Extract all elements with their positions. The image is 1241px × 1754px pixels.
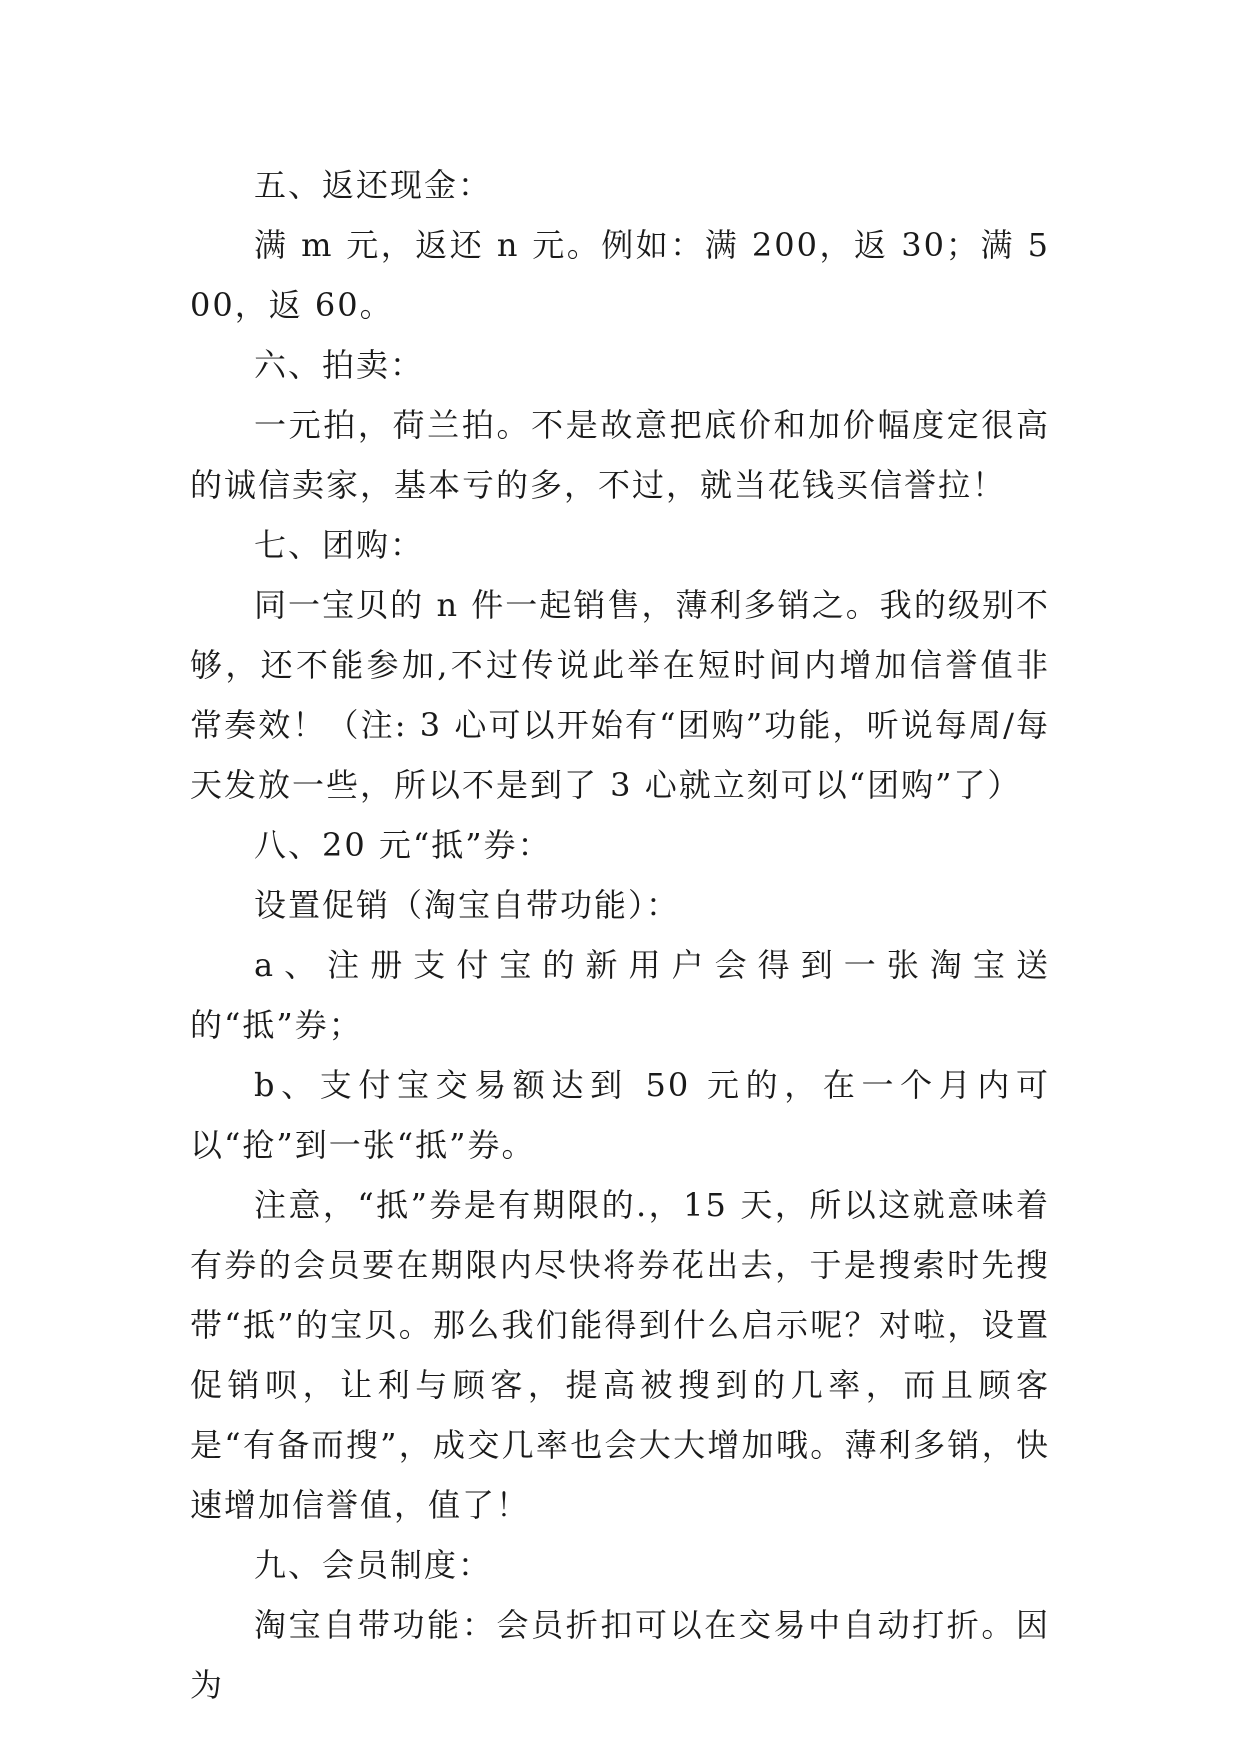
paragraph-cash-back: 满 m 元，返还 n 元。例如：满 200，返 30；满 500，返 60。 xyxy=(190,226,1050,324)
paragraph-membership: 淘宝自带功能：会员折扣可以在交易中自动打折。因为 xyxy=(190,1606,1050,1704)
list-item-voucher-a: a、注册支付宝的新用户会得到一张淘宝送的“抵”券； xyxy=(190,946,1050,1044)
paragraph-voucher-note: 注意，“抵”券是有期限的.，15 天，所以这就意味着有券的会员要在期限内尽快将券花出去，于是搜索时先搜带“抵”的宝贝。那么我们能得到什么启示呢？对啦，设置促销呗，让利与顾客，提高被搜到的几率，而且顾客是“有备而搜”，成交几率也会大大增加哦。薄利多销，快速增加信誉值，值了！ xyxy=(190,1186,1050,1524)
paragraph-auction: 一元拍，荷兰拍。不是故意把底价和加价幅度定很高的诚信卖家，基本亏的多，不过，就当花钱买信誉拉！ xyxy=(190,406,1050,504)
list-item-voucher-b: b、支付宝交易额达到 50 元的，在一个月内可以“抢”到一张“抵”券。 xyxy=(190,1066,1050,1164)
section-heading-auction: 六、拍卖： xyxy=(254,346,425,384)
section-heading-membership: 九、会员制度： xyxy=(254,1546,493,1584)
section-heading-voucher: 八、20 元“抵”券： xyxy=(254,826,552,864)
paragraph-group-buy: 同一宝贝的 n 件一起销售，薄利多销之。我的级别不够，还不能参加,不过传说此举在短时间内增加信誉值非常奏效！（注: 3 心可以开始有“团购”功能，听说每周/每天发放一些，所以不是到了 3 心就立刻可以“团购”了） xyxy=(190,586,1050,804)
section-heading-group-buy: 七、团购： xyxy=(254,526,425,564)
section-heading-cash-back: 五、返还现金： xyxy=(254,166,493,204)
paragraph-voucher-setup: 设置促销（淘宝自带功能）： xyxy=(254,886,681,924)
document-body xyxy=(190,155,1050,1715)
